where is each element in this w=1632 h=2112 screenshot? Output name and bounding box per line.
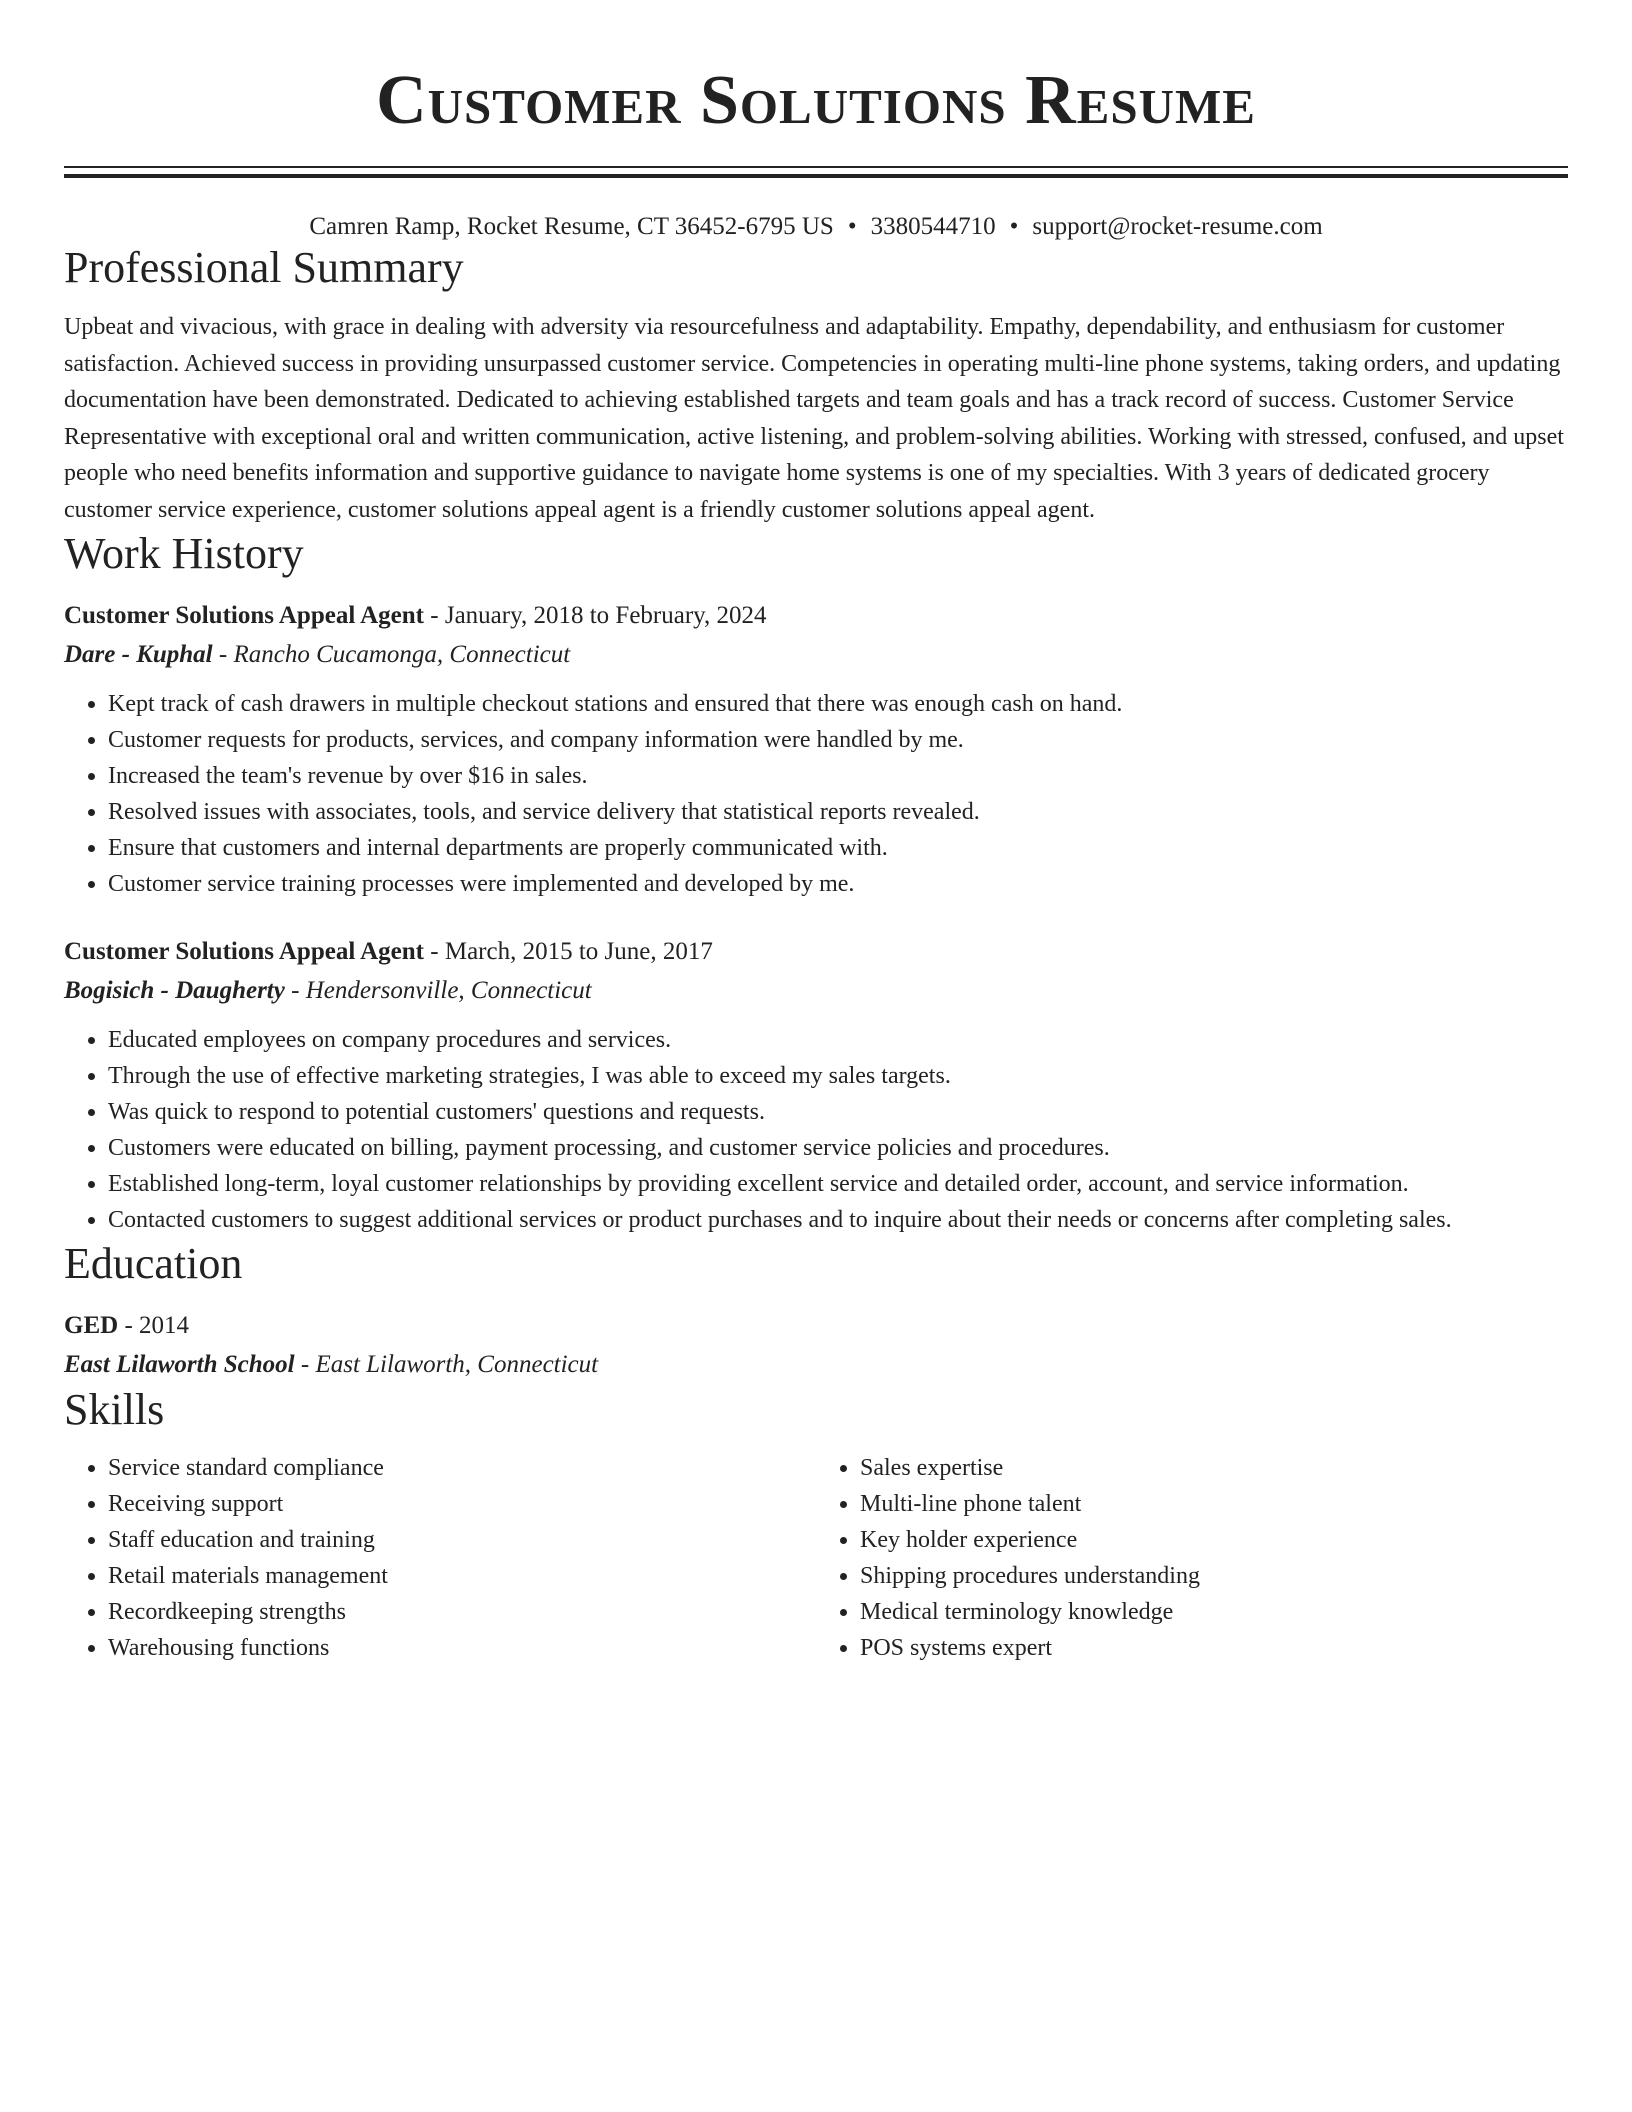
list-item: • Customer requests for products, services, and company information were handled by me.: [108, 722, 1568, 758]
summary-text: Upbeat and vivacious, with grace in dealing with adversity via resourcefulness and adaptability. Empathy, dependability, and enthusiasm for customer satisfaction. Achieved success in providing unsurpassed customer service. Competencies in operating multi-line phone systems, taking orders, and updating documentation have been demonstrated. Dedicated to achieving established targets and team goals and has a track record of success. Customer Service Representative with exceptional oral and written communication, active listening, and problem-solving abilities. Working with stressed, confused, and upset people who need benefits information and supportive guidance to navigate home systems is one of my specialties. With 3 years of dedicated grocery customer service experience, customer solutions appeal agent is a friendly customer solutions appeal agent.: [64, 314, 1564, 523]
job-title-line: Customer Solutions Appeal Agent - March, 2015 to June, 2017: [64, 938, 713, 965]
list-item: • Kept track of cash drawers in multiple checkout stations and ensured that there was enough cash on hand.: [108, 686, 1568, 722]
employer-location: Hendersonville, Connecticut: [305, 977, 592, 1004]
summary-heading: Professional Summary: [64, 243, 464, 292]
contact-line: [64, 212, 1568, 242]
list-item: • Was quick to respond to potential customers' questions and requests.: [108, 1094, 1568, 1130]
skills-right-column: [816, 1450, 1568, 1666]
contact-separator: •: [847, 213, 857, 240]
skill-item: • Medical terminology knowledge: [860, 1594, 1568, 1630]
employer-line: Bogisich - Daugherty - Hendersonville, Connecticut: [64, 977, 592, 1004]
employer-location: Rancho Cucamonga, Connecticut: [233, 641, 571, 668]
skill-item: • Service standard compliance: [108, 1450, 816, 1486]
employer-name: Bogisich - Daugherty: [64, 977, 285, 1004]
list-item: • Ensure that customers and internal departments are properly communicated with.: [108, 830, 1568, 866]
job-title-line: Customer Solutions Appeal Agent - January, 2018 to February, 2024: [64, 602, 767, 629]
contact-separator: •: [1009, 213, 1019, 240]
degree-name: GED: [64, 1312, 119, 1339]
degree-year: 2014: [139, 1312, 190, 1339]
list-item: • Customers were educated on billing, payment processing, and customer service policies and procedures.: [108, 1130, 1568, 1166]
skill-item: • Sales expertise: [860, 1450, 1568, 1486]
skill-item: • Shipping procedures understanding: [860, 1558, 1568, 1594]
job-bullets: [64, 686, 1568, 902]
school-name: East Lilaworth School: [64, 1351, 295, 1378]
contact-phone: 3380544710: [870, 213, 996, 240]
job-bullets: [64, 1022, 1568, 1238]
skill-item: • Key holder experience: [860, 1522, 1568, 1558]
job-title: Customer Solutions Appeal Agent: [64, 938, 425, 965]
employer-line: Dare - Kuphal - Rancho Cucamonga, Connecticut: [64, 641, 571, 668]
list-item: • Established long-term, loyal customer relationships by providing excellent service and detailed order, account, and service information.: [108, 1166, 1568, 1202]
degree-line: GED - 2014: [64, 1312, 190, 1339]
employer-name: Dare - Kuphal: [64, 641, 213, 668]
work-history-heading: Work History: [64, 529, 304, 578]
job-entry: [64, 932, 1568, 1238]
list-item: • Educated employees on company procedures and services.: [108, 1022, 1568, 1058]
job-dates: March, 2015 to June, 2017: [444, 938, 713, 965]
rule-thick-line: [64, 174, 1568, 178]
list-item: • Increased the team's revenue by over $16 in sales.: [108, 758, 1568, 794]
skill-item: • POS systems expert: [860, 1630, 1568, 1666]
skills-grid: [64, 1450, 1568, 1666]
list-item: • Resolved issues with associates, tools, and service delivery that statistical reports revealed.: [108, 794, 1568, 830]
skill-item: • Warehousing functions: [108, 1630, 816, 1666]
skill-item: • Receiving support: [108, 1486, 816, 1522]
education-heading: Education: [64, 1239, 243, 1288]
contact-email: support@rocket-resume.com: [1032, 213, 1323, 240]
list-item: • Through the use of effective marketing strategies, I was able to exceed my sales targets.: [108, 1058, 1568, 1094]
education-entry: [64, 1306, 1568, 1384]
skill-item: • Multi-line phone talent: [860, 1486, 1568, 1522]
skills-left-column: [64, 1450, 816, 1666]
school-location: East Lilaworth, Connecticut: [315, 1351, 599, 1378]
job-entry: [64, 596, 1568, 902]
school-line: East Lilaworth School - East Lilaworth, Connecticut: [64, 1351, 599, 1378]
skill-item: • Retail materials management: [108, 1558, 816, 1594]
skill-item: • Staff education and training: [108, 1522, 816, 1558]
job-dates: January, 2018 to February, 2024: [444, 602, 767, 629]
list-item: • Customer service training processes were implemented and developed by me.: [108, 866, 1568, 902]
title-double-rule: [64, 166, 1568, 178]
skills-heading: Skills: [64, 1385, 165, 1434]
skill-item: • Recordkeeping strengths: [108, 1594, 816, 1630]
list-item: • Contacted customers to suggest additional services or product purchases and to inquire about their needs or concerns after completing sales.: [108, 1202, 1568, 1238]
contact-address: Camren Ramp, Rocket Resume, CT 36452-6795 US: [309, 213, 834, 240]
job-title: Customer Solutions Appeal Agent: [64, 602, 425, 629]
resume-title: Customer Solutions Resume: [376, 62, 1256, 139]
